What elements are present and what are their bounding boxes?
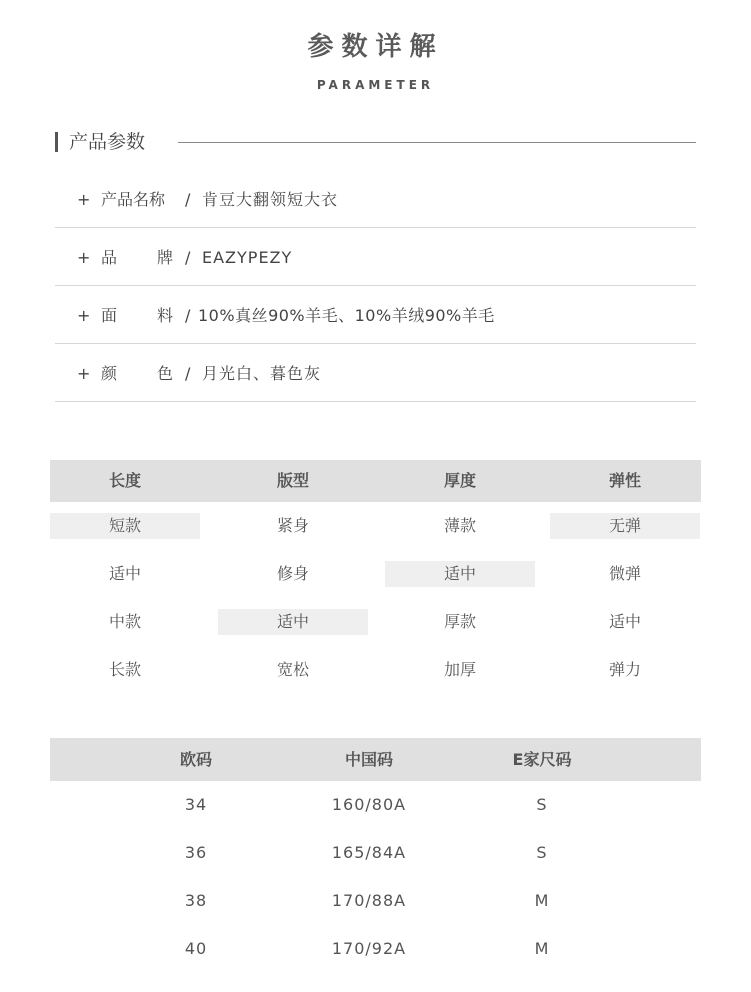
- param-label: [101, 248, 173, 268]
- table-row: [50, 550, 701, 598]
- size-cell: 34: [184, 795, 208, 814]
- section-label: 产品参数: [69, 131, 146, 153]
- table-row: [50, 646, 701, 694]
- header-cell-length: 长度: [108, 471, 141, 490]
- param-value: 肯豆大翻领短大衣: [202, 190, 339, 209]
- header-cell-thickness: 厚度: [443, 471, 476, 490]
- table-row: [50, 877, 701, 925]
- plus-icon: +: [77, 190, 91, 209]
- option-cell-selected: 适中: [218, 609, 368, 635]
- param-label-char: 牌: [156, 248, 173, 267]
- size-cell: 40: [184, 939, 208, 958]
- option-cell-selected: 短款: [50, 513, 200, 539]
- option-cell: 中款: [108, 612, 141, 631]
- attributes-table: [50, 460, 701, 694]
- size-cell: 36: [184, 843, 208, 862]
- param-row-brand: [55, 228, 696, 286]
- header-cell-eu-size: 欧码: [179, 750, 212, 769]
- table-row: [50, 829, 701, 877]
- page-subtitle: PARAMETER: [316, 78, 435, 92]
- option-cell: 紧身: [276, 516, 309, 535]
- param-value: 10%真丝90%羊毛、10%羊绒90%羊毛: [198, 306, 495, 325]
- size-cell: S: [536, 843, 548, 862]
- size-cell: 165/84A: [331, 843, 407, 862]
- param-separator: /: [185, 248, 191, 267]
- param-label-char: 料: [156, 306, 173, 325]
- param-label: [101, 306, 173, 326]
- option-cell: 加厚: [443, 660, 476, 679]
- param-separator: /: [185, 364, 191, 383]
- section-divider: [178, 142, 696, 143]
- table-row: [50, 925, 701, 973]
- option-cell: 宽松: [276, 660, 309, 679]
- table-row: [50, 781, 701, 829]
- param-row-color: [55, 344, 696, 402]
- header-cell-elasticity: 弹性: [608, 471, 641, 490]
- size-table: [50, 738, 701, 973]
- param-label: 产品名称: [101, 190, 166, 209]
- option-cell-selected: 无弹: [550, 513, 700, 539]
- option-cell: 适中: [608, 612, 641, 631]
- option-cell: 微弹: [608, 564, 641, 583]
- param-row-material: [55, 286, 696, 344]
- param-label-char: 颜: [101, 364, 118, 383]
- param-separator: /: [185, 190, 191, 209]
- size-cell: 170/88A: [331, 891, 407, 910]
- attributes-table-header: [50, 460, 701, 502]
- section-header: [55, 128, 696, 156]
- plus-icon: +: [77, 306, 91, 325]
- option-cell-selected: 适中: [385, 561, 535, 587]
- header-cell-brand-size: E家尺码: [512, 750, 572, 769]
- option-cell: 适中: [108, 564, 141, 583]
- option-cell: 薄款: [443, 516, 476, 535]
- section-accent-bar: [55, 132, 58, 152]
- param-row-name: [55, 170, 696, 228]
- param-value: 月光白、暮色灰: [202, 364, 322, 383]
- table-row: [50, 502, 701, 550]
- size-table-header: [50, 738, 701, 781]
- size-cell: S: [536, 795, 548, 814]
- param-label-char: 色: [156, 364, 173, 383]
- size-cell: 170/92A: [331, 939, 407, 958]
- param-separator: /: [185, 306, 191, 325]
- option-cell: 长款: [108, 660, 141, 679]
- option-cell: 厚款: [443, 612, 476, 631]
- product-params-list: [55, 170, 696, 402]
- header-cell-cn-size: 中国码: [344, 750, 393, 769]
- header-cell-fit: 版型: [276, 471, 309, 490]
- param-label: [101, 364, 173, 384]
- plus-icon: +: [77, 248, 91, 267]
- param-value: EAZYPEZY: [202, 248, 293, 267]
- option-cell: 修身: [276, 564, 309, 583]
- param-label-char: 面: [101, 306, 118, 325]
- param-label-char: 品: [101, 248, 118, 267]
- page-title: 参数详解: [307, 32, 444, 62]
- size-cell: M: [534, 939, 550, 958]
- plus-icon: +: [77, 364, 91, 383]
- option-cell: 弹力: [608, 660, 641, 679]
- size-cell: 38: [184, 891, 208, 910]
- size-cell: M: [534, 891, 550, 910]
- table-row: [50, 598, 701, 646]
- size-cell: 160/80A: [331, 795, 407, 814]
